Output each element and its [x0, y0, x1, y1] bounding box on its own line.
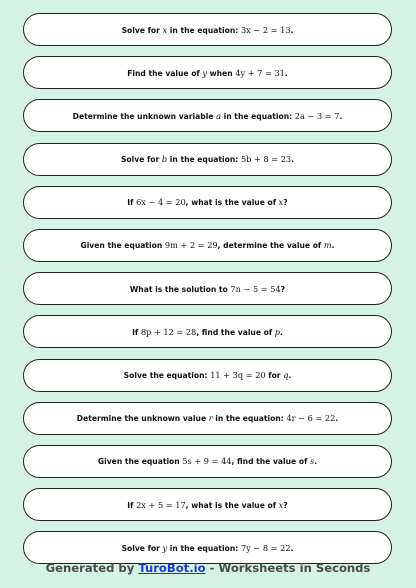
question-text: Solve for y in the equation: 7y − 8 = 22. — [121, 542, 294, 553]
question-text: Solve for b in the equation: 5b + 8 = 23. — [120, 154, 295, 165]
question-text: Solve for x in the equation: 3x − 2 = 13. — [121, 24, 294, 35]
question-text: If 8p + 12 = 28, find the value of p. — [132, 326, 283, 337]
question-card — [23, 56, 392, 89]
question-card — [23, 13, 392, 46]
question-text: Determine the unknown value r in the equation: 4r − 6 = 22. — [76, 413, 339, 424]
footer-suffix: - Worksheets in Seconds — [205, 561, 371, 575]
question-card — [23, 359, 392, 392]
question-card — [23, 315, 392, 348]
question-card — [23, 272, 392, 305]
question-card — [23, 531, 392, 564]
question-list — [23, 13, 392, 574]
footer-prefix: Generated by — [45, 561, 139, 575]
question-text: Given the equation 5s + 9 = 44, find the value of s. — [97, 456, 318, 467]
question-text: If 2x + 5 = 17, what is the value of x? — [127, 499, 288, 510]
question-text: Solve the equation: 11 + 3q = 20 for q. — [123, 370, 292, 380]
question-card — [23, 143, 392, 176]
question-text: If 6x − 4 = 20, what is the value of x? — [127, 197, 288, 208]
turobot-link[interactable]: TuroBot.io — [138, 561, 206, 575]
question-text: Determine the unknown variable a in the equation: 2a − 3 = 7. — [72, 110, 343, 121]
question-text: Given the equation 9m + 2 = 29, determine the value of m. — [80, 240, 335, 251]
question-card — [23, 488, 392, 521]
question-card — [23, 445, 392, 478]
question-card — [23, 99, 392, 132]
question-card — [23, 229, 392, 262]
question-card — [23, 402, 392, 435]
question-text: Find the value of y when 4y + 7 = 31. — [127, 67, 288, 78]
question-text: What is the solution to 7n − 5 = 54? — [129, 283, 286, 294]
question-card — [23, 186, 392, 219]
footer-banner — [0, 561, 416, 575]
